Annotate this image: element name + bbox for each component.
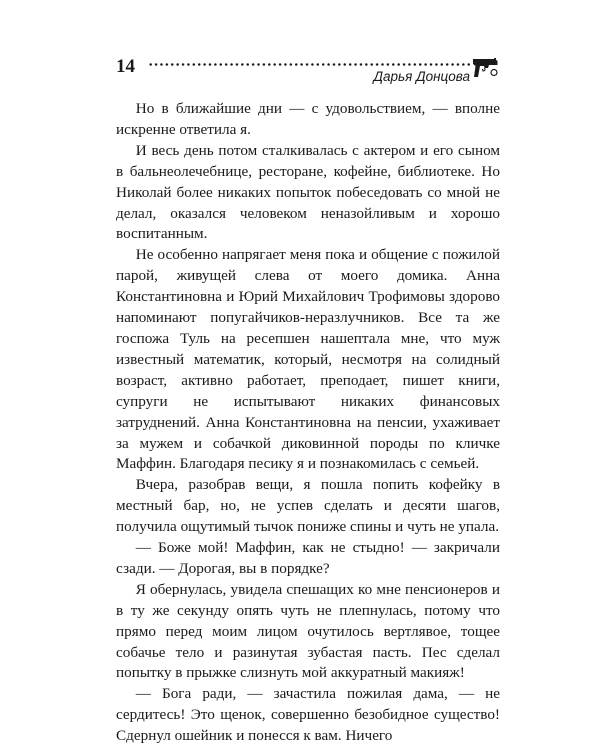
paragraph-1: Но в ближайшие дни — с удовольствием, — вполне искренне ответила я. (116, 100, 500, 138)
header-dotted-rule (148, 63, 472, 66)
paragraph-2: И весь день потом сталкивалась с актером и его сыном в бальнеолечебнице, ресторане, кофейне, библиотеке. Но Николай более никаких попыток побеседовать со мной не делал, оказался человеком неназойливым и хорошо воспитанным. (116, 141, 500, 243)
paragraph-3: Не особенно напрягает меня пока и общение с пожилой парой, живущей слева от моего домика. Анна Константиновна и Юрий Михайлович Трофимовы здорово напоминают попугайчиков-неразлучников. Все та же госпожа Туль на ресепшен нашептала мне, что муж известный математик, который, несмотря на солидный возраст, активно работает, преподает, пишет книги, супруги не испытывают никаких финансовых затруднений. Анна Константиновна на пенсии, ухаживает за мужем и собачкой диковинной породы по кличке Маффин. Благодаря песику я и познакомилась с семьей. (116, 246, 500, 473)
paragraph-5: — Боже мой! Маффин, как не стыдно! — закричали сзади. — Дорогая, вы в порядке? (116, 539, 500, 577)
pistol-icon (472, 56, 500, 82)
paragraph-4: Вчера, разобрав вещи, я пошла попить кофейку в местный бар, но, не успев сделать и десяти шагов, получила ощутимый тычок пониже спины и чуть не упала. (116, 476, 500, 536)
page-number: 14 (116, 56, 135, 77)
text-body (116, 99, 500, 747)
running-header (116, 56, 500, 86)
paragraph-7: — Бога ради, — зачастила пожилая дама, — не сердитесь! Это щенок, совершенно безобидное существо! Сдернул ошейник и понесся к вам. Ничего (116, 685, 500, 745)
author-name: Дарья Донцова (373, 69, 470, 84)
paragraph-6: Я обернулась, увидела спешащих ко мне пенсионеров и в ту же секунду опять чуть не плепнулась, потому что прямо перед моим лицом очутилось вертлявое, тощее собачье тело и разинутая зубастая пасть. Пес сделал попытку в прыжке слизнуть мой аккуратный макияж! (116, 580, 500, 682)
